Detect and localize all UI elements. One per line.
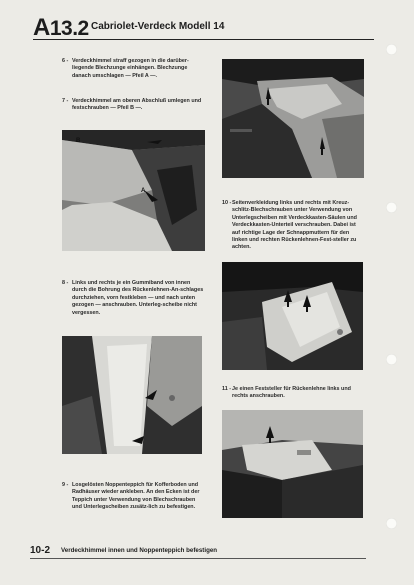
step-number: 6 - xyxy=(62,58,69,64)
binder-hole xyxy=(386,202,397,213)
page-title: Cabriolet-Verdeck Modell 14 xyxy=(91,21,225,32)
step-11-caption xyxy=(222,386,367,401)
step-text: Je einen Feststeller für Rückenlehne links und rechts anschrauben. xyxy=(232,386,351,400)
step-number: 10 - xyxy=(222,200,232,206)
photo-step-6 xyxy=(222,59,364,178)
page-number: 10-2 xyxy=(30,545,51,556)
step-text: Verdeckhimmel straff gezogen in die darüber-liegende Blechzunge einhängen. Blechzunge danach umschlagen — Pfeil A —. xyxy=(72,58,189,79)
photo-step-11 xyxy=(222,410,363,518)
photo-rubber-band-image xyxy=(62,336,202,454)
section-letter: A xyxy=(33,14,50,41)
binder-hole xyxy=(386,44,397,55)
photo-step-7 xyxy=(62,130,205,251)
step-6-caption xyxy=(62,58,206,80)
step-number: 11 - xyxy=(222,386,231,392)
step-number: 8 - xyxy=(62,280,69,286)
step-7-caption xyxy=(62,98,206,113)
section-code xyxy=(33,14,89,42)
photo-seat-stop-image xyxy=(222,410,363,518)
photo-side-panel-image xyxy=(222,262,363,370)
binder-hole xyxy=(386,518,397,529)
step-8-caption xyxy=(62,280,206,317)
photo-step-10 xyxy=(222,262,363,370)
step-number: 9 - xyxy=(62,482,69,488)
step-10-caption xyxy=(222,200,367,252)
photo-step-8 xyxy=(62,336,202,454)
label-a: A xyxy=(141,188,146,194)
step-text: Verdeckhimmel am oberen Abschluß umlegen und festschrauben — Pfeil B —. xyxy=(72,98,202,112)
step-9-caption xyxy=(62,482,206,512)
section-number: 13.2 xyxy=(49,17,89,40)
binder-hole xyxy=(386,354,397,365)
step-text: Losgelösten Noppenteppich für Kofferboden und Radhäuser wieder ankleben. An den Ecken ist der Teppich unter Verwendung von Blechschrauben und Unterlegscheiben zusätz-lich zu befestigen. xyxy=(72,482,200,511)
step-number: 7 - xyxy=(62,98,69,104)
step-text: Links und rechts je ein Gummiband von innen durch die Bohrung des Rückenlehnen-An-schlages durchziehen, vorn festkleben — und nach unten gezogen — anschrauben. Unterleg-scheibe nicht vergessen. xyxy=(72,280,204,316)
step-text: Seitenverkleidung links und rechts mit Kreuz-schlitz-Blechschrauben unter Verwendung von Unterlegscheiben mit Verdeckkasten-Säulen und Verdeckkasten-Unterteil verschrauben. Dabei ist auf richtige Lage der Schnappmuttern für den linken und rechten Rückenlehnen-Fest-steller zu achten. xyxy=(232,200,357,251)
photo-headliner-fold-image xyxy=(222,59,364,178)
photo-headliner-screw-image xyxy=(62,130,205,251)
footer-title: Verdeckhimmel innen und Noppenteppich befestigen xyxy=(61,547,218,554)
header-rule xyxy=(33,39,374,40)
label-b: B xyxy=(76,138,81,144)
footer-rule xyxy=(30,558,366,559)
